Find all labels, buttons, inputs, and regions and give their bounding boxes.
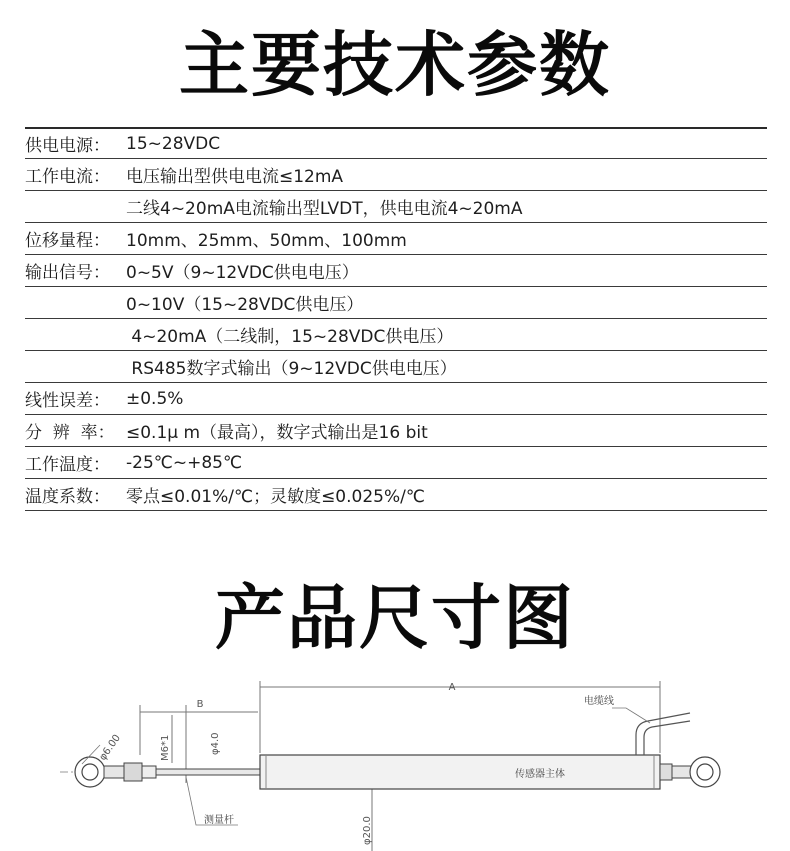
right-rod-eye [660, 757, 720, 787]
spec-row [25, 287, 767, 319]
spec-value: 0~5V（9~12VDC供电电压） [126, 263, 359, 283]
dim-a-label: A [448, 682, 456, 693]
specs-heading: 主要技术参数 [179, 24, 611, 106]
spec-value: 零点≤0.01%/℃；灵敏度≤0.025%/℃ [126, 487, 425, 507]
spec-label: 温度系数： [25, 487, 110, 507]
spec-row [25, 223, 767, 255]
spec-label: 位移量程： [25, 231, 110, 251]
spec-row [25, 415, 767, 447]
spec-value: 15~28VDC [126, 133, 221, 154]
sensor-body [260, 755, 660, 789]
spec-value: 10mm、25mm、50mm、100mm [126, 231, 407, 251]
spec-row [25, 191, 767, 223]
spec-label: 输出信号： [25, 263, 110, 283]
spec-row [25, 159, 767, 191]
body-label: 传感器主体 [515, 769, 565, 780]
spec-value: 电压输出型供电电流≤12mA [126, 167, 344, 187]
spec-row [25, 479, 767, 511]
spec-label: 分 辨 率： [25, 423, 115, 443]
spec-table [25, 127, 767, 511]
spec-value: ±0.5% [126, 388, 184, 409]
spec-row [25, 319, 767, 351]
dimensions-heading: 产品尺寸图 [215, 577, 575, 659]
spec-value: 0~10V（15~28VDC供电压） [126, 295, 364, 315]
left-rod-eye [75, 757, 156, 787]
dimension-drawing [0, 665, 790, 851]
eye-diameter-label: φ6.00 [97, 732, 124, 763]
cable-label: 电缆线 [584, 696, 614, 707]
spec-row [25, 383, 767, 415]
rod-diameter-label: φ4.0 [210, 732, 221, 755]
spec-row [25, 127, 767, 159]
spec-value: 4~20mA（二线制，15~28VDC供电压） [126, 327, 454, 347]
spec-row [25, 255, 767, 287]
thread-label: M6*1 [160, 734, 171, 761]
spec-label: 工作电流： [25, 167, 110, 187]
spec-value: -25℃~+85℃ [126, 452, 243, 473]
rod-label: 测量杆 [204, 815, 234, 826]
spec-row [25, 351, 767, 383]
spec-label: 线性误差： [25, 391, 110, 411]
dim-b-label: B [196, 699, 204, 710]
spec-value: 二线4~20mA电流输出型LVDT，供电电流4~20mA [126, 199, 523, 219]
spec-label: 工作温度： [25, 455, 110, 475]
spec-row [25, 447, 767, 479]
spec-label: 供电电源： [25, 136, 110, 156]
body-diameter-label: φ20.0 [362, 816, 373, 845]
spec-value: ≤0.1μ m（最高），数字式输出是16 bit [126, 423, 428, 443]
spec-value: RS485数字式输出（9~12VDC供电电压） [126, 359, 457, 379]
measuring-rod [156, 769, 260, 775]
